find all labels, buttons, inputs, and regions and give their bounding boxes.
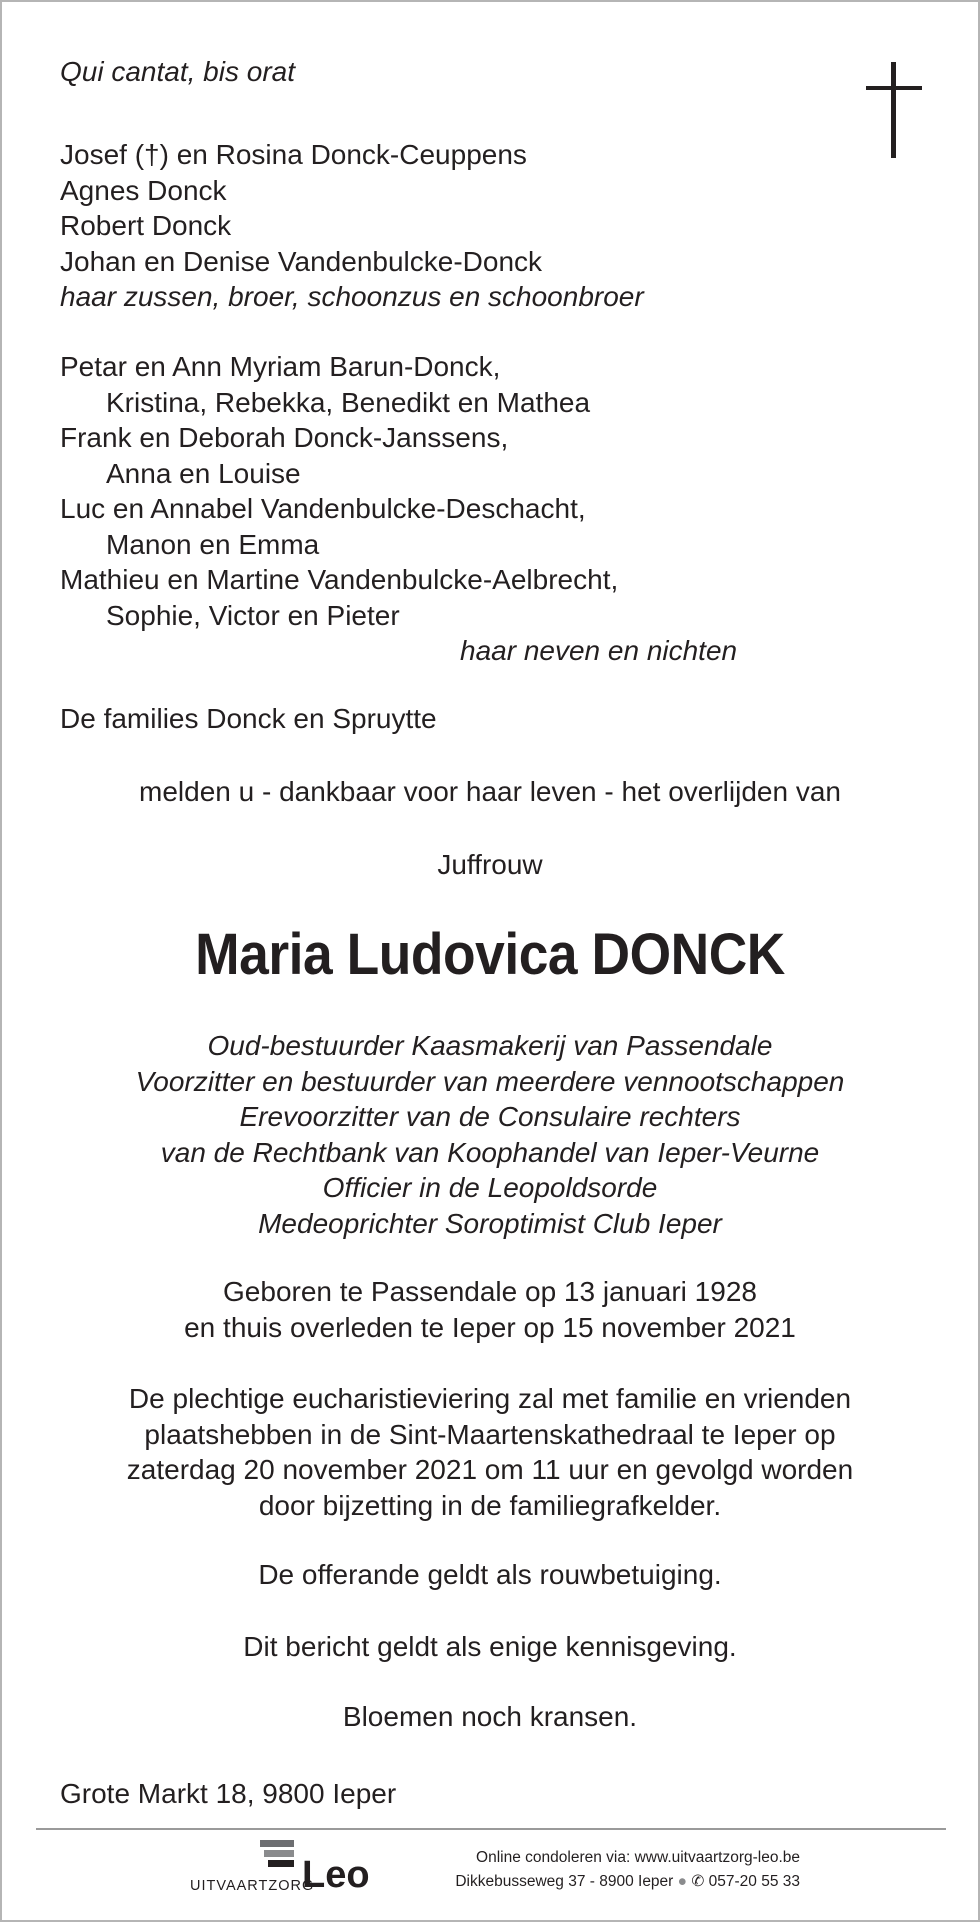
dates [2,1274,978,1345]
address: Grote Markt 18, 9800 Ieper [60,1778,397,1809]
footer-address: Dikkebusseweg 37 - 8900 Ieper [455,1873,674,1890]
nephews-list [60,349,737,669]
title-line: Oud-bestuurder Kaasmakerij van Passendale [207,1030,773,1061]
offering-note: De offerande geldt als rouwbetuiging. [258,1559,722,1590]
nephew-parents: Frank en Deborah Donck-Janssens, [60,422,509,453]
cross-icon [866,62,922,162]
footer-divider [36,1828,946,1830]
titles-list [2,1028,978,1241]
ceremony-line: plaatshebben in de Sint-Maartenskathedraal te Ieper op [144,1418,836,1450]
sibling-line: Josef (†) en Rosina Donck-Ceuppens [60,139,527,170]
notice-note: Dit bericht geldt als enige kennisgeving. [243,1631,737,1662]
funeral-home-logo [190,1840,380,1896]
motto: Qui cantat, bis orat [60,56,296,87]
logo-big-text: Leo [302,1854,370,1896]
families-line: De families Donck en Spruytte [60,703,437,734]
title-line: Medeoprichter Soroptimist Club Ieper [258,1207,722,1239]
nephew-children: Kristina, Rebekka, Benedikt en Mathea [106,386,591,418]
ceremony-line: De plechtige eucharistieviering zal met familie en vrienden [128,1383,852,1414]
phone-icon: ✆ [691,1873,705,1890]
nephew-parents: Luc en Annabel Vandenbulcke-Deschacht, [60,493,586,524]
nephew-parents: Mathieu en Martine Vandenbulcke-Aelbrecht, [60,564,619,595]
ceremony-line: zaterdag 20 november 2021 om 11 uur en gevolgd worden [126,1454,854,1485]
footer-contact [430,1846,800,1894]
sibling-line: Agnes Donck [60,174,227,206]
announcement: melden u - dankbaar voor haar leven - het overlijden van [139,776,841,807]
logo-small-text: UITVAARTZORG [190,1878,315,1894]
ceremony [2,1381,978,1523]
flowers-note: Bloemen noch kransen. [342,1701,638,1732]
nephew-children: Anna en Louise [106,457,301,489]
siblings-list [60,137,644,315]
deceased-name: Maria Ludovica DONCK [195,922,785,987]
title-line: Erevoorzitter van de Consulaire rechters [239,1101,741,1132]
title-line: van de Rechtbank van Koophandel van Ieper-Veurne [160,1136,820,1168]
contact-line [430,1870,800,1894]
nephew-parents: Petar en Ann Myriam Barun-Donck, [60,351,501,382]
footer-phone: 057-20 55 33 [708,1873,800,1890]
nephew-children: Sophie, Victor en Pieter [106,599,400,631]
ceremony-line: door bijzetting in de familiegrafkelder. [258,1489,722,1521]
title-line: Officier in de Leopoldsorde [322,1172,658,1203]
sibling-line: Johan en Denise Vandenbulcke-Donck [60,245,543,277]
dot-separator-icon: ● [677,1873,692,1890]
birth-line: Geboren te Passendale op 13 januari 1928 [223,1276,757,1307]
logo-mark-icon [258,1840,298,1870]
siblings-role: haar zussen, broer, schoonzus en schoonbroer [60,281,644,312]
death-line: en thuis overleden te Ieper op 15 november 2021 [184,1311,796,1343]
online-condolence-link[interactable]: Online condoleren via: www.uitvaartzorg-leo.be [476,1849,800,1866]
sibling-line: Robert Donck [60,210,232,241]
title-line: Voorzitter en bestuurder van meerdere vennootschappen [135,1065,845,1097]
salutation: Juffrouw [437,849,543,880]
nephews-role: haar neven en nichten [460,635,738,666]
nephew-children: Manon en Emma [106,528,320,560]
